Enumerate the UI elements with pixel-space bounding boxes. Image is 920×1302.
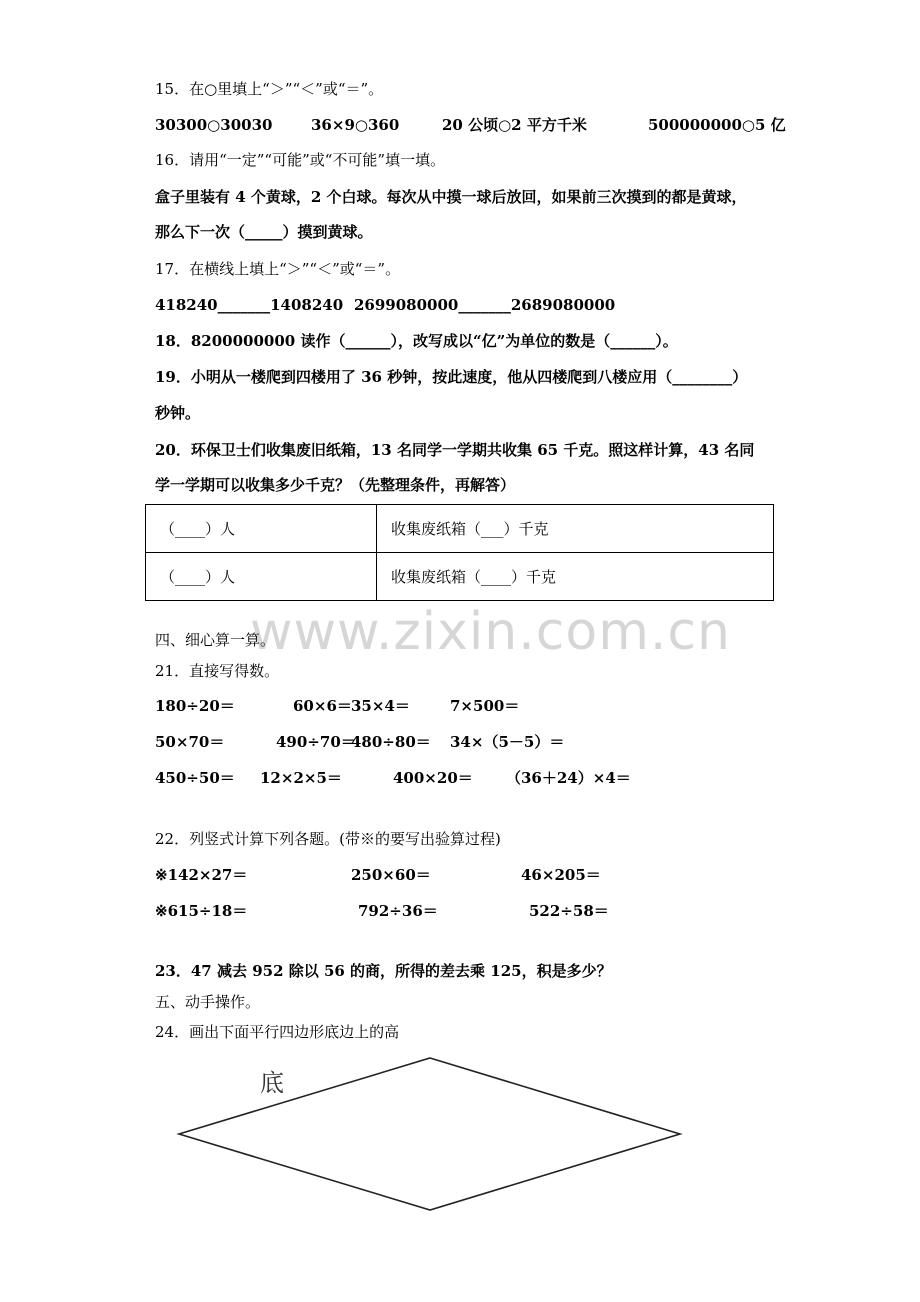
- q21-r3-c3: 400×20＝: [393, 769, 473, 787]
- q16-text-line2: 那么下一次（_____）摸到黄球。: [155, 223, 373, 241]
- q21-r3-c2: 12×2×5＝: [260, 769, 342, 787]
- q21-r1-c1: 180÷20＝: [155, 697, 235, 715]
- base-label: 底: [260, 1069, 284, 1097]
- q19-text-line1: 19．小明从一楼爬到四楼用了 36 秒钟，按此速度，他从四楼爬到八楼应用（________）: [155, 368, 748, 386]
- q20-text-line2: 学一学期可以收集多少千克？（先整理条件，再解答）: [155, 476, 516, 494]
- q15-item-4: 500000000○5 亿: [648, 116, 786, 134]
- q22-r1-c1: ※142×27＝: [155, 866, 248, 884]
- watermark: www.zixin.com.cn: [250, 602, 731, 662]
- q15-item-3: 20 公顷○2 平方千米: [442, 116, 587, 134]
- q21-r2-c3: 480÷80＝: [351, 733, 431, 751]
- q16-text-line1: 盒子里装有 4 个黄球，2 个白球。每次从中摸一球后放回，如果前三次摸到的都是黄球，: [155, 188, 747, 206]
- q21-r2-c2: 490÷70＝: [276, 733, 356, 751]
- q17-item-2: 2699080000_______2689080000: [354, 296, 616, 314]
- table-cell-people[interactable]: （____）人: [146, 553, 377, 601]
- q18-text: 18．8200000000 读作（______），改写成以“亿”为单位的数是（______）。: [155, 332, 678, 350]
- q22-r2-c1: ※615÷18＝: [155, 902, 248, 920]
- q21-title: 21．直接写得数。: [155, 662, 280, 680]
- q23-text: 23．47 减去 952 除以 56 的商，所得的差去乘 125，积是多少？: [155, 962, 612, 980]
- q17-title: 17．在横线上填上“＞”“＜”或“＝”。: [155, 260, 401, 278]
- q19-text-line2: 秒钟。: [155, 404, 201, 422]
- q16-title: 16．请用“一定”“可能”或“不可能”填一填。: [155, 151, 446, 169]
- section-4-heading: 四、细心算一算。: [155, 631, 276, 649]
- q21-r3-c1: 450÷50＝: [155, 769, 235, 787]
- section-5-heading: 五、动手操作。: [155, 993, 261, 1011]
- q21-r2-c4: 34×（5－5）＝: [450, 733, 565, 751]
- q21-r1-c4: 7×500＝: [450, 697, 520, 715]
- q24-title: 24．画出下面平行四边形底边上的高: [155, 1023, 400, 1041]
- table-cell-people[interactable]: （____）人: [146, 505, 377, 553]
- table-cell-weight[interactable]: 收集废纸箱（____）千克: [377, 553, 774, 601]
- table-cell-weight[interactable]: 收集废纸箱（___）千克: [377, 505, 774, 553]
- q21-r2-c1: 50×70＝: [155, 733, 225, 751]
- q21-r1-c3: 35×4＝: [351, 697, 410, 715]
- q15-item-2: 36×9○360: [311, 116, 400, 134]
- q22-r2-c2: 792÷36＝: [358, 902, 438, 920]
- q21-r3-c4: （36＋24）×4＝: [506, 769, 631, 787]
- q15-item-1: 30300○30030: [155, 116, 273, 134]
- q22-title: 22．列竖式计算下列各题。(带※的要写出验算过程): [155, 830, 501, 848]
- q22-r1-c2: 250×60＝: [351, 866, 431, 884]
- q22-r1-c3: 46×205＝: [521, 866, 601, 884]
- q15-title: 15．在○里填上“＞”“＜”或“＝”。: [155, 80, 384, 98]
- q21-r1-c2: 60×6＝: [293, 697, 352, 715]
- q22-r2-c3: 522÷58＝: [529, 902, 609, 920]
- q20-text-line1: 20．环保卫士们收集废旧纸箱，13 名同学一学期共收集 65 千克。照这样计算，43 名同: [155, 441, 755, 459]
- parallelogram-shape[interactable]: [179, 1058, 680, 1210]
- q17-item-1: 418240_______1408240: [155, 296, 344, 314]
